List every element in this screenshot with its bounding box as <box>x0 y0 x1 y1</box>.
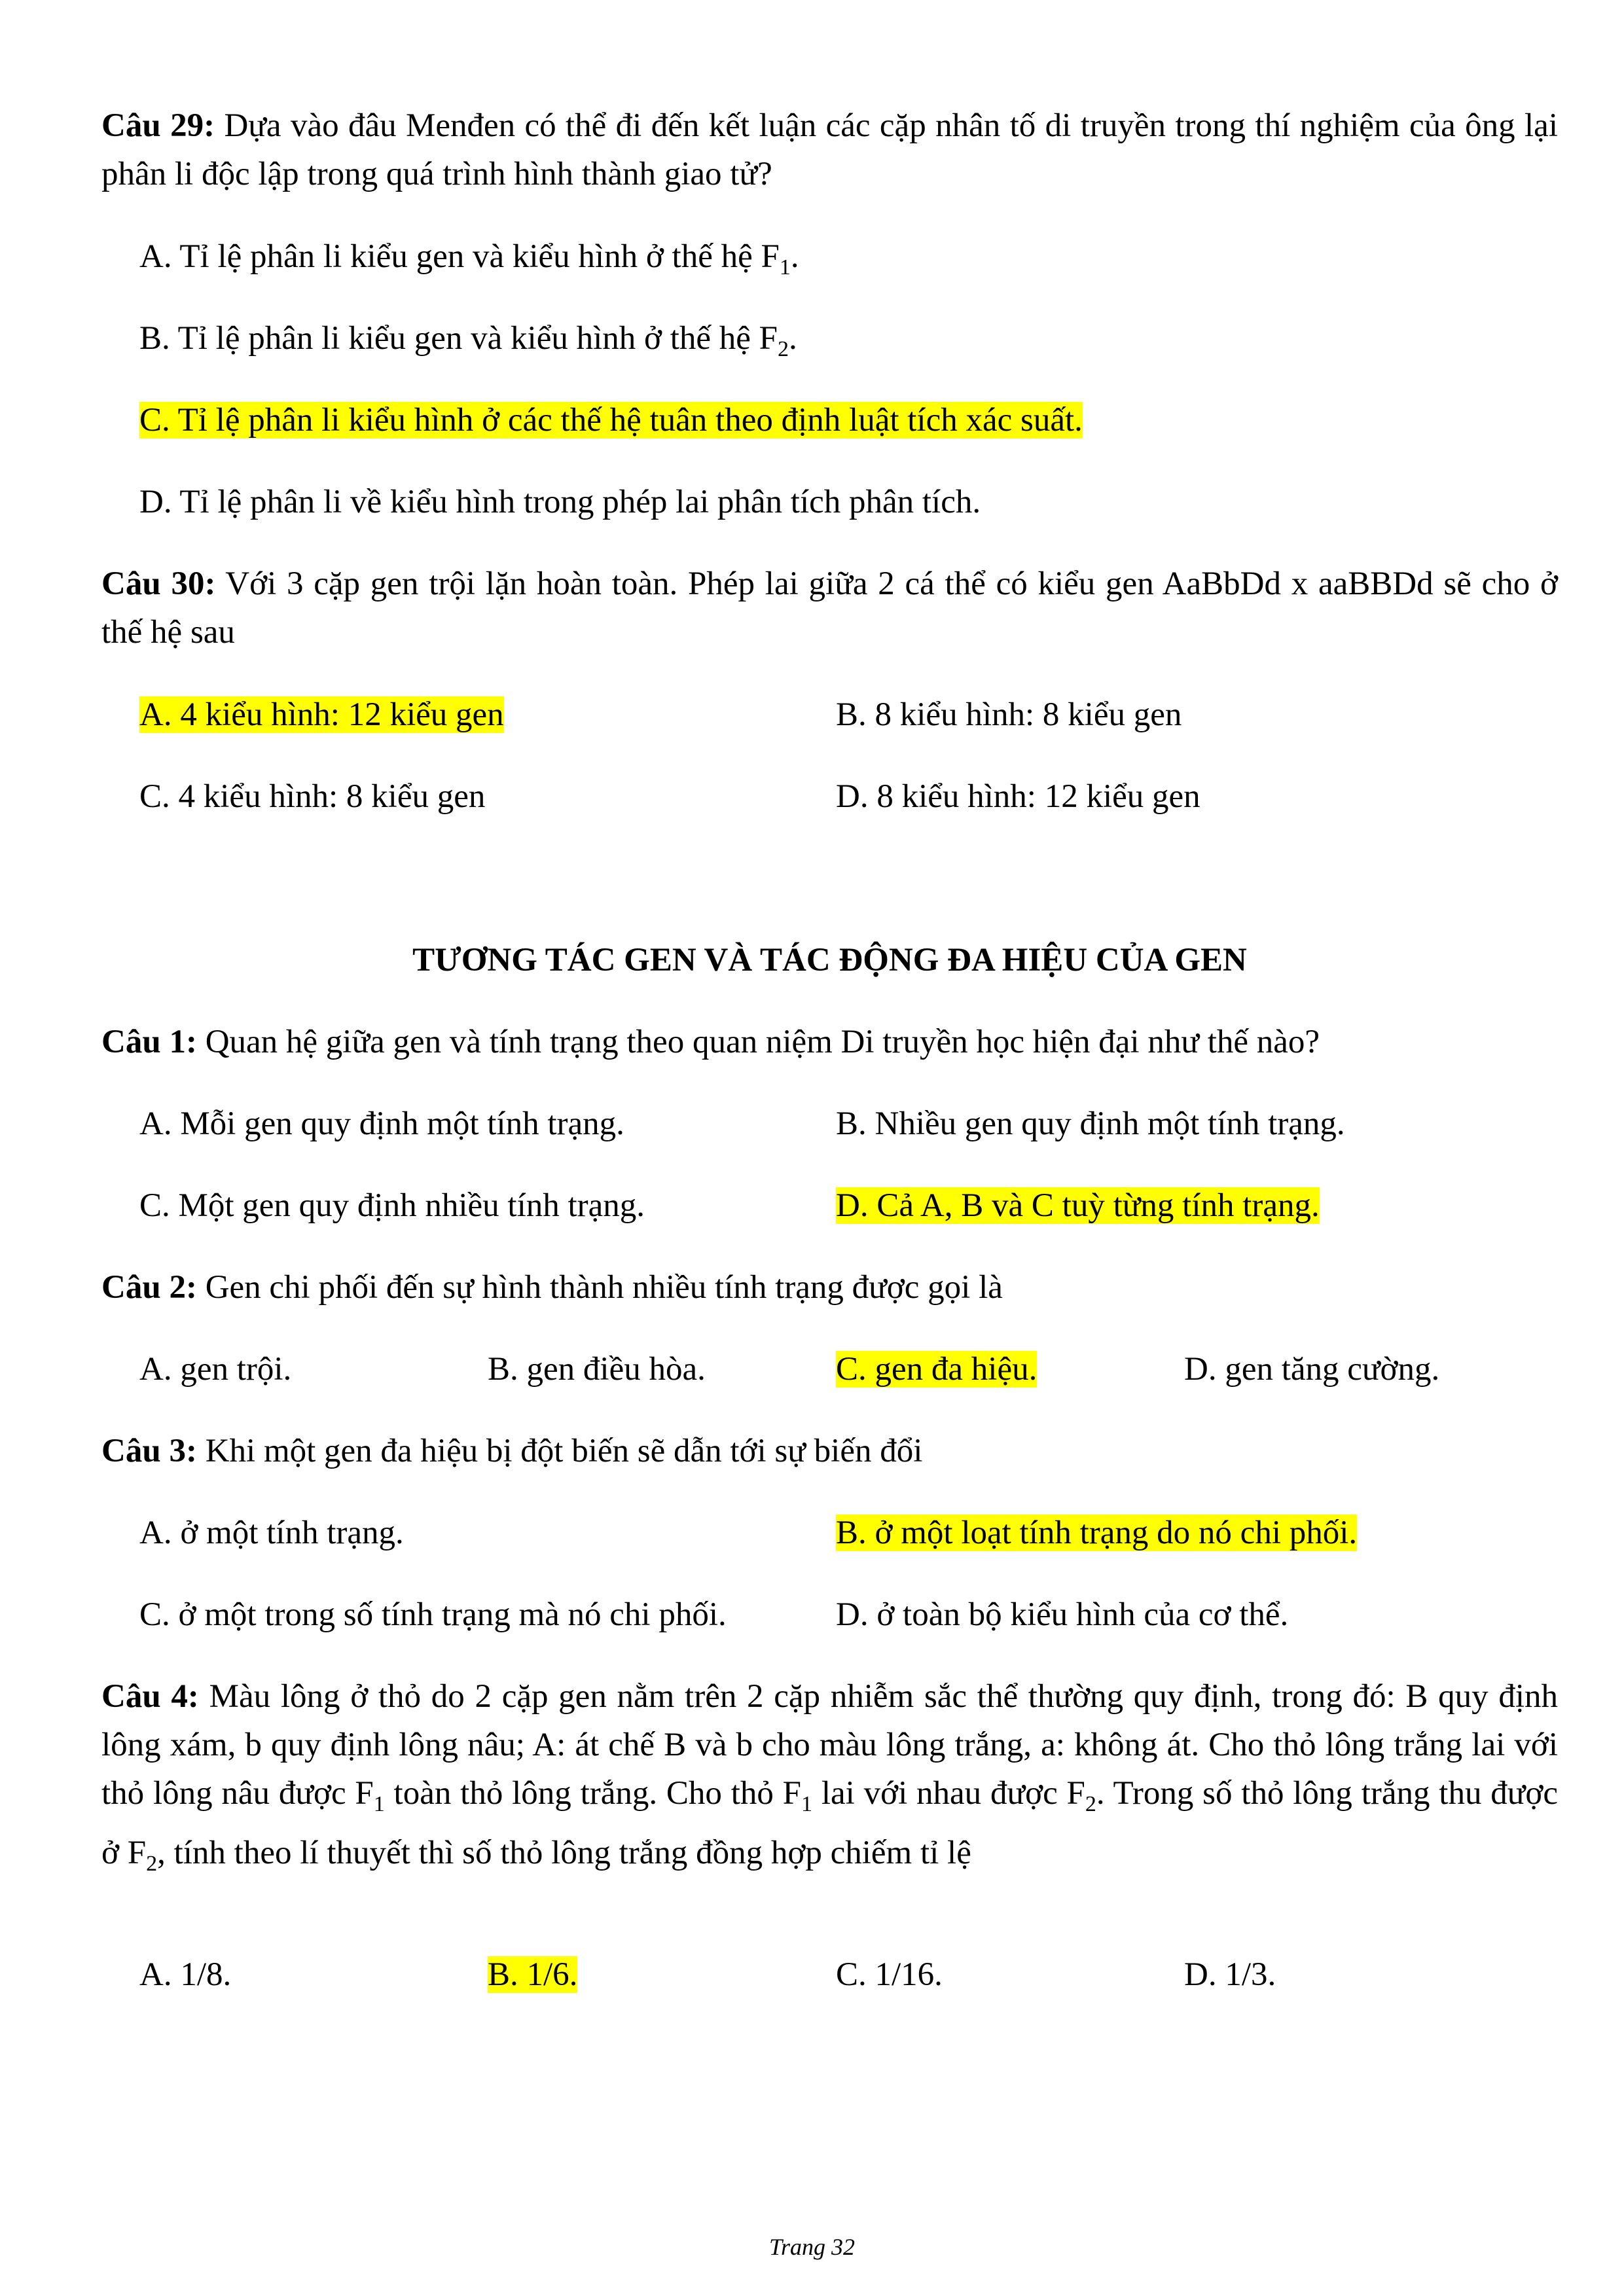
q4-option-c: C. 1/16. <box>836 1956 943 1993</box>
q30-option-a <box>139 691 504 739</box>
page-footer: Trang 32 <box>768 2234 856 2260</box>
question-number: Câu 4: <box>101 1678 199 1715</box>
highlighted-answer: A. 4 kiểu hình: 12 kiểu gen <box>139 696 504 733</box>
question-text: Gen chi phối đến sự hình thành nhiều tính trạng được gọi là <box>205 1269 1003 1306</box>
highlighted-answer: B. ở một loạt tính trạng do nó chi phối. <box>836 1515 1358 1551</box>
q2-option-d: D. gen tăng cường. <box>1184 1351 1440 1388</box>
question-30 <box>101 560 1558 656</box>
question-3 <box>101 1427 1558 1475</box>
q30-option-b: B. 8 kiểu hình: 8 kiểu gen <box>836 696 1182 733</box>
q29-option-a: A. Tỉ lệ phân li kiểu gen và kiểu hình ở thế hệ $F_1$. <box>139 238 799 280</box>
q29-option-c <box>139 396 1083 444</box>
q1-option-d <box>836 1181 1320 1230</box>
question-number: Câu 29: <box>101 107 215 144</box>
q2-option-c <box>836 1345 1037 1393</box>
section-title: TƯƠNG TÁC GEN VÀ TÁC ĐỘNG ĐA HIỆU CỦA GEN <box>412 942 1247 978</box>
q4-option-a: A. 1/8. <box>139 1956 232 1993</box>
q3-option-a: A. ở một tính trạng. <box>139 1515 404 1551</box>
q29-option-d: D. Tỉ lệ phân li về kiểu hình trong phép lai phân tích phân tích. <box>139 484 981 520</box>
question-number: Câu 30: <box>101 565 216 602</box>
q3-option-c: C. ở một trong số tính trạng mà nó chi phối. <box>139 1596 727 1633</box>
question-29 <box>101 101 1558 198</box>
highlighted-answer: C. gen đa hiệu. <box>836 1351 1038 1388</box>
highlighted-answer: C. Tỉ lệ phân li kiểu hình ở các thế hệ tuân theo định luật tích xác suất. <box>139 402 1083 439</box>
q29-option-b: B. Tỉ lệ phân li kiểu gen và kiểu hình ở thế hệ $F_2$. <box>139 320 797 362</box>
q30-option-c: C. 4 kiểu hình: 8 kiểu gen <box>139 778 486 815</box>
q3-option-d: D. ở toàn bộ kiểu hình của cơ thể. <box>836 1596 1289 1633</box>
question-number: Câu 3: <box>101 1433 197 1469</box>
question-text: Quan hệ giữa gen và tính trạng theo quan niệm Di truyền học hiện đại như thế nào? <box>205 1024 1320 1060</box>
q3-option-b <box>836 1509 1357 1557</box>
highlighted-answer: B. 1/6. <box>488 1956 578 1993</box>
question-number: Câu 2: <box>101 1269 197 1306</box>
question-1 <box>101 1018 1558 1066</box>
question-4: Câu 4: Màu lông ở thỏ do 2 cặp gen nằm trên 2 cặp nhiễm sắc thể thường quy định, trong đó: B quy định lông xám, b quy định lông nâu; A: át chế B và b cho màu lông trắng, a: không át. Cho thỏ lông trắng lai với thỏ lông nâu được $F_1$ toàn thỏ lông trắng. Cho thỏ $F_1$ lai với nhau được $F_2$. Trong số thỏ lông trắng thu được ở $F_2$, tính theo lí thuyết thì số thỏ lông trắng đồng hợp chiếm tỉ lệ <box>101 1678 1558 1876</box>
q2-option-b: B. gen điều hòa. <box>488 1351 706 1388</box>
q30-option-d: D. 8 kiểu hình: 12 kiểu gen <box>836 778 1200 815</box>
question-text: Dựa vào đâu Menđen có thể đi đến kết luận các cặp nhân tố di truyền trong thí nghiệm của ông lại phân li độc lập trong quá trình hình thành giao tử? <box>101 107 1558 192</box>
q1-option-c: C. Một gen quy định nhiều tính trạng. <box>139 1187 645 1224</box>
question-2 <box>101 1263 1558 1312</box>
question-text: Khi một gen đa hiệu bị đột biến sẽ dẫn tới sự biến đổi <box>205 1433 923 1469</box>
question-number: Câu 1: <box>101 1024 197 1060</box>
q2-option-a: A. gen trội. <box>139 1351 292 1388</box>
q4-option-b <box>488 1950 577 1999</box>
q4-option-d: D. 1/3. <box>1184 1956 1276 1993</box>
question-text: Với 3 cặp gen trội lặn hoàn toàn. Phép lai giữa 2 cá thể có kiểu gen AaBbDd x aaBBDd sẽ cho ở thế hệ sau <box>101 565 1558 651</box>
q1-option-a: A. Mỗi gen quy định một tính trạng. <box>139 1105 624 1142</box>
q1-option-b: B. Nhiều gen quy định một tính trạng. <box>836 1105 1345 1142</box>
highlighted-answer: D. Cả A, B và C tuỳ từng tính trạng. <box>836 1187 1320 1224</box>
